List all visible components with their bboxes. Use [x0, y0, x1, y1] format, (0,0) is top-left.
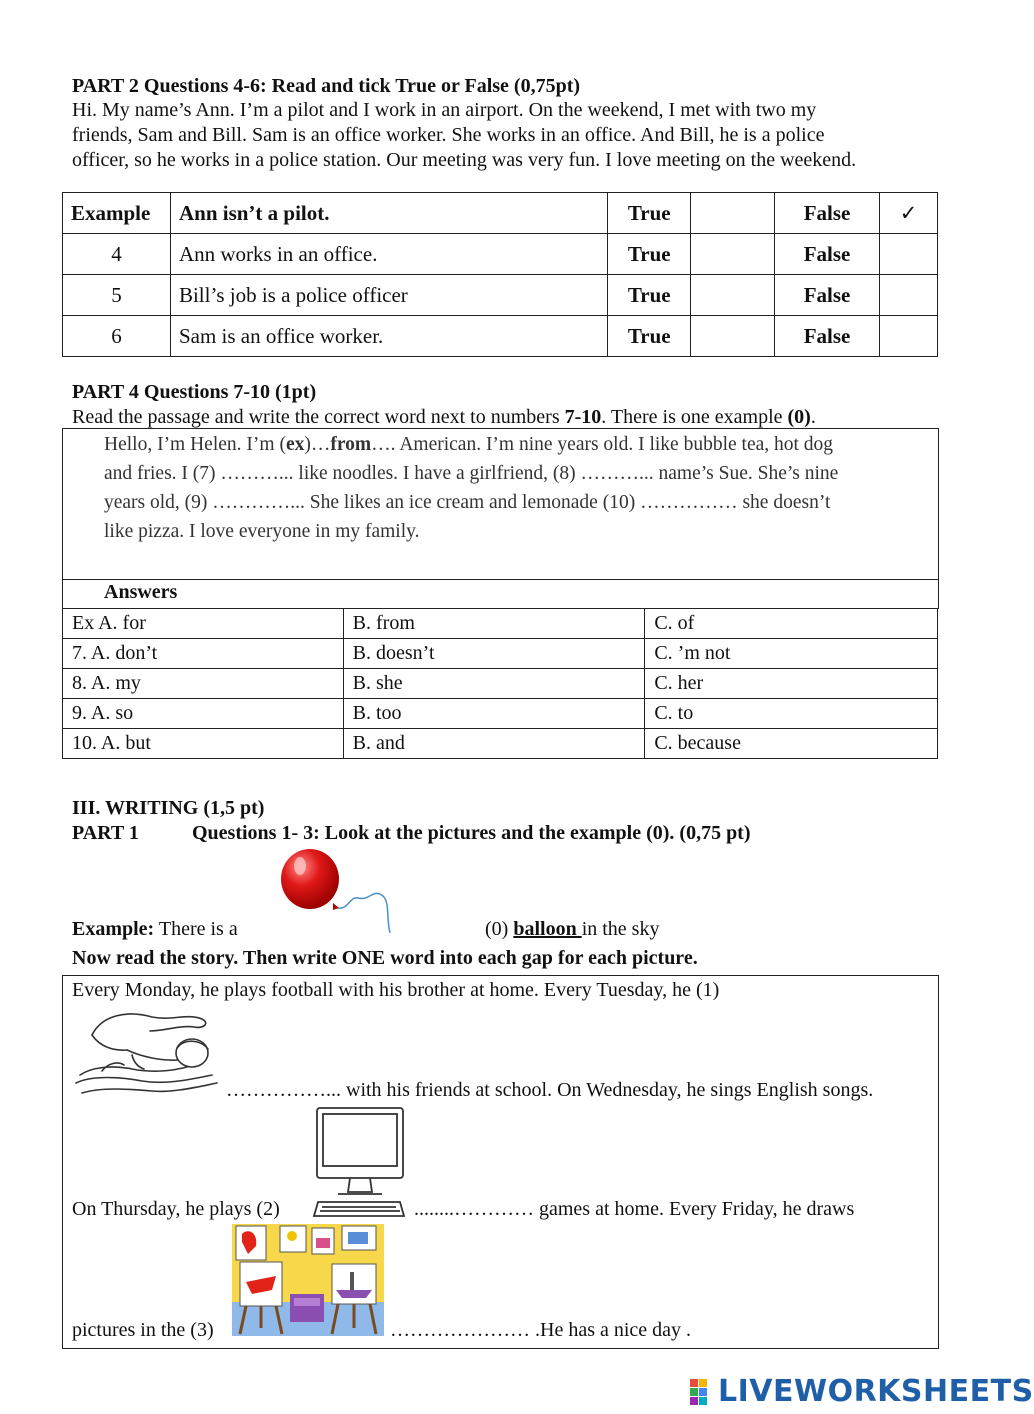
statement: Bill’s job is a police officer	[170, 275, 607, 316]
table-row	[63, 729, 938, 759]
true-tick-cell[interactable]	[691, 275, 775, 316]
option-a[interactable]: 10. A. but	[63, 729, 344, 759]
false-tick-cell[interactable]	[880, 316, 938, 357]
option-b[interactable]: B. from	[343, 609, 645, 639]
row-number: Example	[63, 193, 171, 234]
part2-text-line-3: officer, so he works in a police station. Our meeting was very fun. I love meeting on the weekend.	[72, 149, 857, 171]
statement: Ann isn’t a pilot.	[170, 193, 607, 234]
option-c[interactable]: C. of	[645, 609, 938, 639]
false-label: False	[775, 316, 880, 357]
story-instructions: Now read the story. Then write ONE word into each gap for each picture.	[72, 947, 698, 969]
writing-part1-title: Questions 1- 3: Look at the pictures and the example (0). (0,75 pt)	[192, 822, 751, 844]
true-label: True	[608, 193, 691, 234]
option-b[interactable]: B. she	[343, 669, 645, 699]
answers-label: Answers	[104, 581, 178, 603]
writing-heading: III. WRITING (1,5 pt)	[72, 797, 265, 819]
true-label: True	[608, 316, 691, 357]
part4-instructions: Read the passage and write the correct word next to numbers 7-10. There is one example (0).	[72, 406, 816, 428]
true-label: True	[608, 234, 691, 275]
option-a[interactable]: Ex A. for	[63, 609, 344, 639]
table-row	[63, 669, 938, 699]
checkmark-icon: ✓	[880, 193, 938, 234]
liveworksheets-icon	[688, 1377, 718, 1407]
art-room-icon	[232, 1224, 384, 1336]
passage-line-1: Hello, I’m Helen. I’m (ex)…from…. American. I’m nine years old. I like bubble tea, hot dog	[104, 434, 834, 455]
true-tick-cell[interactable]	[691, 193, 775, 234]
part2-text-line-1: Hi. My name’s Ann. I’m a pilot and I work in an airport. On the weekend, I met with two my	[72, 99, 817, 121]
true-tick-cell[interactable]	[691, 234, 775, 275]
false-label: False	[775, 234, 880, 275]
part2-heading: PART 2 Questions 4-6: Read and tick True or False (0,75pt)	[72, 75, 581, 97]
option-c[interactable]: C. ’m not	[645, 639, 938, 669]
false-label: False	[775, 193, 880, 234]
false-label: False	[775, 275, 880, 316]
writing-part1-label: PART 1	[72, 822, 139, 844]
part4-heading: PART 4 Questions 7-10 (1pt)	[72, 381, 317, 403]
story-line-3-start: On Thursday, he plays (2)	[72, 1198, 280, 1220]
passage-line-2: and fries. I (7) ………... like noodles. I have a girlfriend, (8) ………... name’s Sue. She’s nine	[104, 463, 839, 484]
table-row	[63, 609, 938, 639]
option-b[interactable]: B. too	[343, 699, 645, 729]
false-tick-cell[interactable]	[880, 275, 938, 316]
passage-line-3: years old, (9) …………... She likes an ice cream and lemonade (10) …………… she doesn’t	[104, 492, 831, 513]
false-tick-cell[interactable]	[880, 234, 938, 275]
true-tick-cell[interactable]	[691, 316, 775, 357]
table-row	[63, 639, 938, 669]
answers-table	[62, 608, 938, 759]
row-number: 4	[63, 234, 171, 275]
brand-name: LIVEWORKSHEETS	[718, 1374, 1034, 1409]
part2-text-line-2: friends, Sam and Bill. Sam is an office worker. She works in an office. And Bill, he is a police	[72, 124, 825, 146]
statement: Ann works in an office.	[170, 234, 607, 275]
table-row	[63, 234, 938, 275]
computer-icon	[312, 1106, 408, 1218]
true-label: True	[608, 275, 691, 316]
option-c[interactable]: C. because	[645, 729, 938, 759]
statement: Sam is an office worker.	[170, 316, 607, 357]
row-number: 6	[63, 316, 171, 357]
option-a[interactable]: 8. A. my	[63, 669, 344, 699]
table-row	[63, 193, 938, 234]
story-line-4-end: ………………… .He has a nice day .	[390, 1319, 692, 1341]
passage-line-4: like pizza. I love everyone in my family.	[104, 521, 420, 542]
story-line-1: Every Monday, he plays football with his brother at home. Every Tuesday, he (1)	[72, 979, 720, 1001]
story-line-4-start: pictures in the (3)	[72, 1319, 214, 1341]
brand-logo	[688, 1374, 1034, 1409]
true-false-table	[62, 192, 938, 357]
example-sentence: Example: There is a	[72, 918, 238, 940]
swimmer-icon	[72, 1005, 220, 1100]
option-a[interactable]: 9. A. so	[63, 699, 344, 729]
balloon-icon	[278, 848, 398, 938]
example-answer-line: (0) balloon in the sky	[485, 918, 660, 940]
row-number: 5	[63, 275, 171, 316]
option-b[interactable]: B. and	[343, 729, 645, 759]
option-c[interactable]: C. her	[645, 669, 938, 699]
answers-header-box	[62, 578, 939, 609]
table-row	[63, 275, 938, 316]
option-c[interactable]: C. to	[645, 699, 938, 729]
table-row	[63, 316, 938, 357]
option-b[interactable]: B. doesn’t	[343, 639, 645, 669]
story-line-3-end: ........………… games at home. Every Friday, he draws	[414, 1198, 855, 1220]
story-line-2: ……………... with his friends at school. On Wednesday, he sings English songs.	[226, 1079, 874, 1101]
option-a[interactable]: 7. A. don’t	[63, 639, 344, 669]
table-row	[63, 699, 938, 729]
